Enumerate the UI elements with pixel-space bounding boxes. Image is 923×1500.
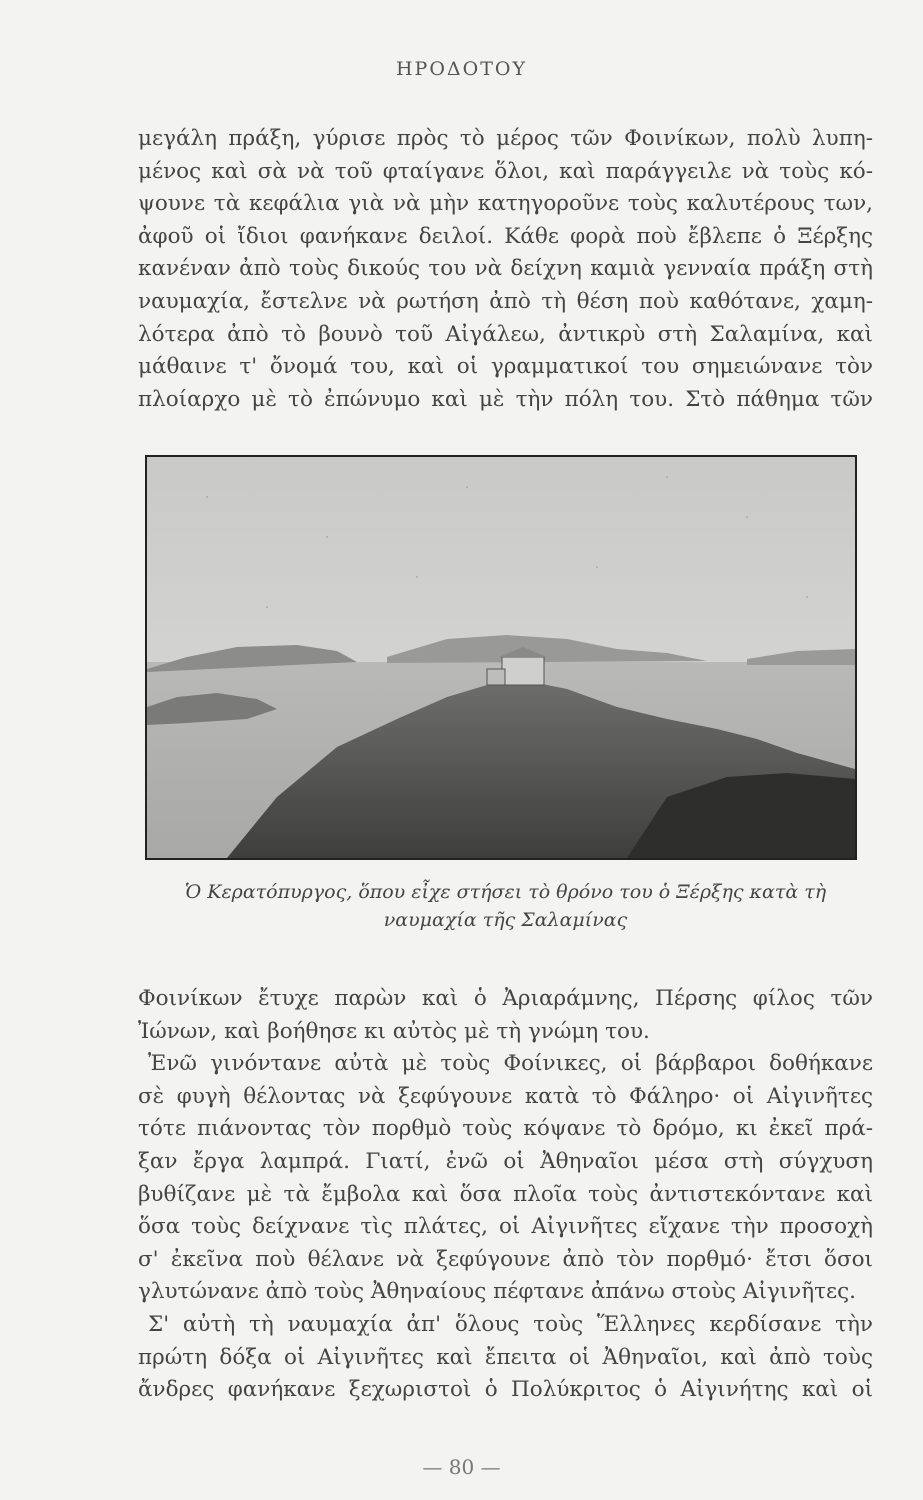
text-line: σ' ἐκεῖνα ποὺ θέλανε νὰ ξεφύγουνε ἀπὸ τὸν πορθμό· ἔτσι ὅσοι xyxy=(138,1246,873,1272)
text-line: τότε πιάνοντας τὸν πορθμὸ τοὺς κόψανε τὸ δρόμο, κι ἐκεῖ πρά- xyxy=(138,1116,873,1142)
text-line: ναυμαχία, ἔστελνε νὰ ρωτήση ἀπὸ τὴ θέση ποὺ καθότανε, χαμη- xyxy=(138,288,873,314)
text-line: ξαν ἔργα λαμπρά. Γιατί, ἐνῶ οἱ Ἀθηναῖοι μέσα στὴ σύγχυση xyxy=(138,1148,873,1174)
caption-line: Ὁ Κερατόπυργος, ὅπου εἶχε στήσει τὸ θρόνο του ὁ Ξέρξης κατὰ τὴ xyxy=(184,881,827,903)
text-line: πρώτη δόξα οἱ Αἰγινῆτες καὶ ἔπειτα οἱ Ἀθηναῖοι, καὶ ἀπὸ τοὺς xyxy=(138,1344,873,1370)
text-line: κανέναν ἀπὸ τοὺς δικούς του νὰ δείχνη καμιὰ γενναία πράξη στὴ xyxy=(138,256,873,282)
text-line: ὅσα τοὺς δείχνανε τὶς πλάτες, οἱ Αἰγινῆτες εἴχανε τὴν προσοχὴ xyxy=(138,1214,873,1240)
text-line: ψουνε τὰ κεφάλια γιὰ νὰ μὴν κατηγοροῦνε τοὺς καλυτέρους των, xyxy=(138,191,873,217)
text-line: ἀφοῦ οἱ ἴδιοι φανήκανε δειλοί. Κάθε φορὰ ποὺ ἔβλεπε ὁ Ξέρξης xyxy=(138,223,873,249)
running-head: ΗΡΟΔΟΤΟΥ xyxy=(395,58,528,80)
bottom-paragraphs xyxy=(138,983,873,1407)
caption-line: ναυμαχία τῆς Σαλαμίνας xyxy=(383,909,628,931)
text-line: βυθίζανε μὲ τὰ ἔμβολα καὶ ὅσα πλοῖα τοὺς ἀντιστεκόντανε καὶ xyxy=(138,1181,873,1207)
text-line: λότερα ἀπὸ τὸ βουνὸ τοῦ Αἰγάλεω, ἀντικρὺ στὴ Σαλαμίνα, καὶ xyxy=(138,321,873,347)
text-line: Φοινίκων ἔτυχε παρὼν καὶ ὁ Ἀριαράμνης, Πέρσης φίλος τῶν xyxy=(138,986,873,1011)
figure-caption xyxy=(138,878,873,934)
text-line: Σ' αὐτὴ τὴ ναυμαχία ἀπ' ὅλους τοὺς Ἕλληνες κερδίσανε τὴν xyxy=(148,1311,873,1337)
text-line: γλυτώνανε ἀπὸ τοὺς Ἀθηναίους πέφτανε ἀπάνω στοὺς Αἰγινῆτες. xyxy=(138,1279,857,1305)
text-line: ἄνδρες φανήκανε ξεχωριστοὶ ὁ Πολύκριτος ὁ Αἰγινήτης καὶ οἱ xyxy=(138,1377,873,1403)
text-line: μένος καὶ σὰ νὰ τοῦ φταίγανε ὅλοι, καὶ παράγγειλε νὰ τοὺς κό- xyxy=(138,158,873,184)
photo-salamis-bay xyxy=(147,457,855,858)
text-line: Ἐνῶ γινόντανε αὐτὰ μὲ τοὺς Φοίνικες, οἱ βάρβαροι δοθήκανε xyxy=(148,1051,873,1077)
text-line: μάθαινε τ' ὄνομά του, καὶ οἱ γραμματικοί του σημειώνανε τὸν xyxy=(138,354,873,380)
text-line: μεγάλη πράξη, γύρισε πρὸς τὸ μέρος τῶν Φοινίκων, πολὺ λυπη- xyxy=(138,126,873,151)
text-line: σὲ φυγὴ θέλοντας νὰ ξεφύγουνε κατὰ τὸ Φάληρο· οἱ Αἰγινῆτες xyxy=(138,1083,873,1109)
top-paragraph xyxy=(138,123,873,416)
text-line: πλοίαρχο μὲ τὸ ἐπώνυμο καὶ μὲ τὴν πόλη του. Στὸ πάθημα τῶν xyxy=(138,386,873,412)
text-line: Ἰώνων, καὶ βοήθησε κι αὐτὸς μὲ τὴ γνώμη του. xyxy=(138,1018,650,1044)
page-number: — 80 — xyxy=(422,1455,501,1479)
landscape-photograph xyxy=(145,455,857,860)
